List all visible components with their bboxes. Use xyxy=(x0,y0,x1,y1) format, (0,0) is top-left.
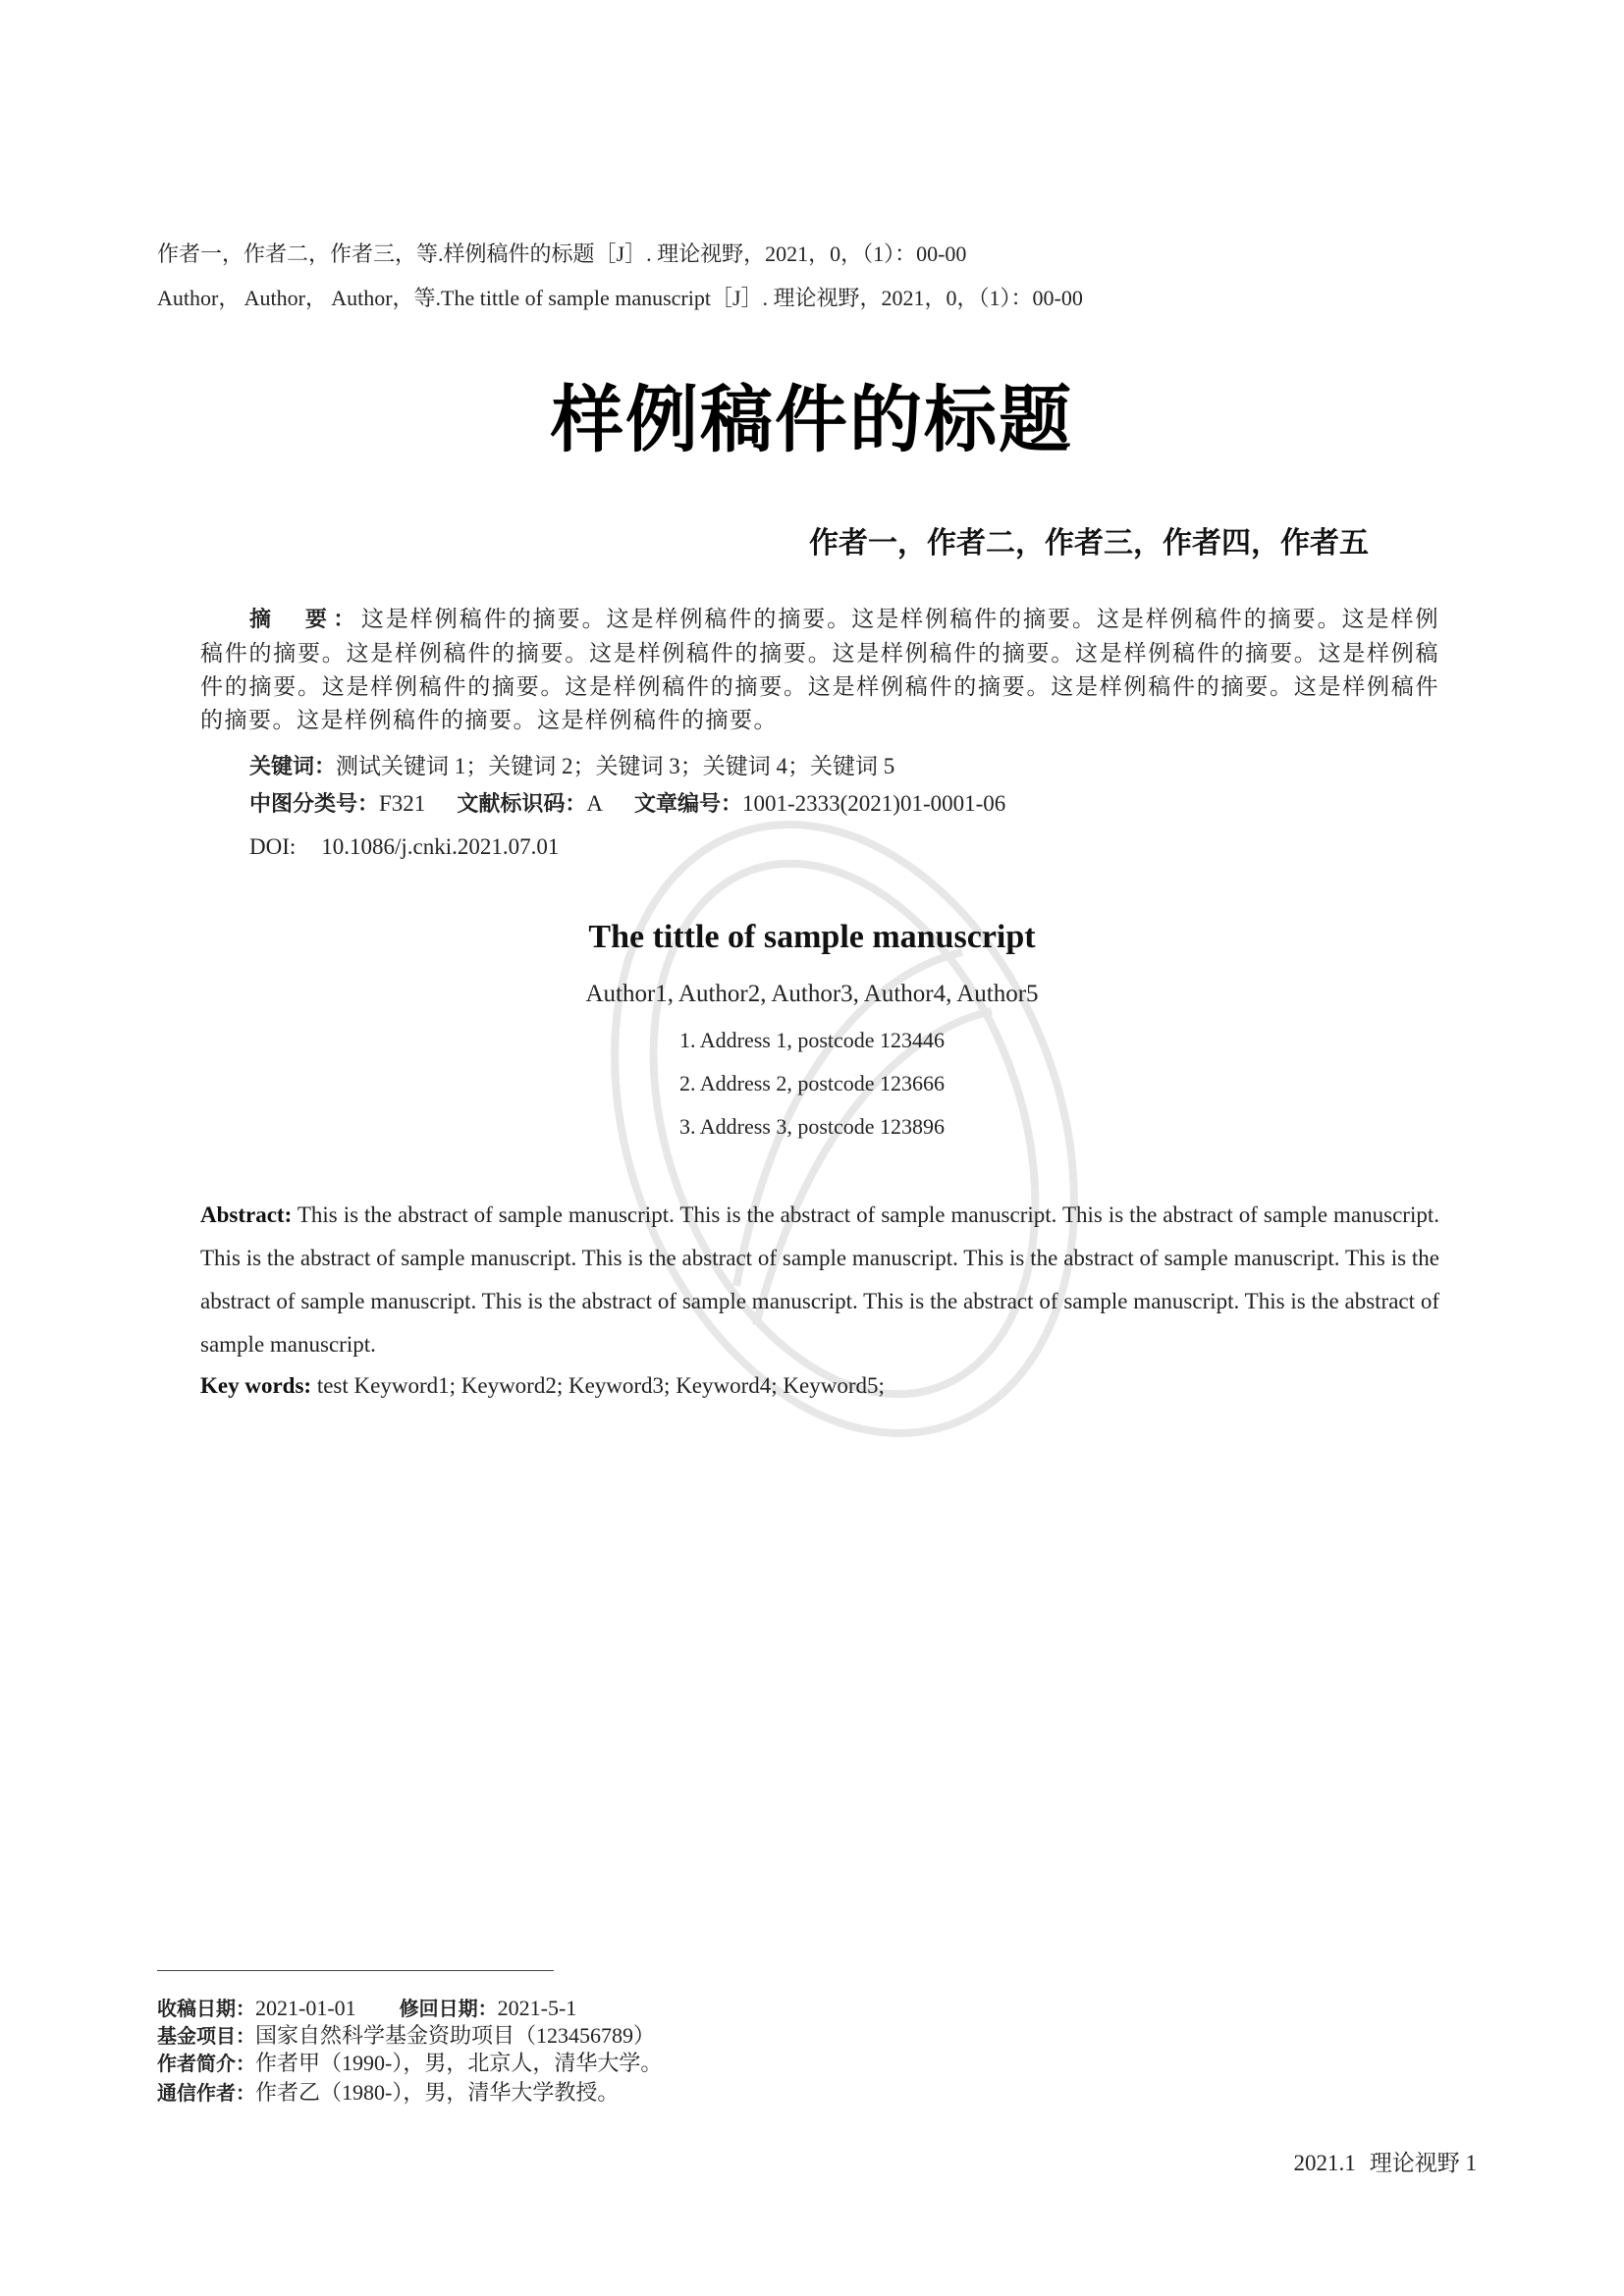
clc-label: 中图分类号： xyxy=(249,792,380,817)
keywords-cn-text: 测试关键词 1；关键词 2；关键词 3；关键词 4；关键词 5 xyxy=(336,754,895,778)
revised-value: 2021-5-1 xyxy=(497,1996,577,2020)
revised-label: 修回日期： xyxy=(399,1997,498,2020)
keywords-en-label: Key words: xyxy=(200,1373,312,1398)
keywords-en xyxy=(200,1368,885,1404)
abstract-cn-text: 这是样例稿件的摘要。这是样例稿件的摘要。这是样例稿件的摘要。这是样例稿件的摘要。这是样例稿件的摘要。这是样例稿件的摘要。这是样例稿件的摘要。这是样例稿件的摘要。这是样例稿件的摘要。这是样例稿件的摘要。这是样例稿件的摘要。这是样例稿件的摘要。这是样例稿件的摘要。这是样例稿件的摘要。这是样例稿件的摘要。这是样例稿件的摘要。这是样例稿件的摘要。 xyxy=(200,607,1439,732)
fund-value: 国家自然科学基金资助项目（123456789） xyxy=(255,2023,656,2048)
keywords-en-text: test Keyword1; Keyword2; Keyword3; Keyword4; Keyword5; xyxy=(311,1373,885,1398)
doi-value[interactable]: 10.1086/j.cnki.2021.07.01 xyxy=(321,834,560,859)
footnote-corresponding xyxy=(157,2077,619,2109)
abstract-en-label: Abstract: xyxy=(200,1202,293,1227)
clc-value: F321 xyxy=(379,791,426,816)
received-value: 2021-01-01 xyxy=(255,1996,356,2020)
footer-journal-page: 理论视野 1 xyxy=(1369,2151,1477,2175)
bio-value: 作者甲（1990-），男，北京人，清华大学。 xyxy=(255,2051,663,2075)
page-title: 样例稿件的标题 xyxy=(551,378,1073,462)
citation-cn: 作者一，作者二，作者三，等.样例稿件的标题［J］. 理论视野，2021，0，（1）：00-00 xyxy=(157,241,967,266)
citation-en: Author， Author， Author，等.The tittle of sample manuscript［J］. 理论视野，2021，0，（1）：00-00 xyxy=(157,286,1083,310)
address-item: 1. Address 1, postcode 123446 xyxy=(678,1028,946,1052)
page-footer xyxy=(1294,2148,1478,2179)
received-label: 收稿日期： xyxy=(157,1997,255,2020)
doi-line xyxy=(249,830,559,864)
abstract-en xyxy=(200,1194,1439,1366)
corresponding-value: 作者乙（1980-），男，清华大学教授。 xyxy=(255,2080,620,2105)
footer-issue: 2021.1 xyxy=(1293,2151,1356,2175)
fund-label: 基金项目： xyxy=(157,2024,255,2048)
corresponding-label: 通信作者： xyxy=(157,2081,255,2105)
bio-label: 作者简介： xyxy=(157,2052,255,2075)
abstract-en-text: This is the abstract of sample manuscript. This is the abstract of sample manuscript. This is the abstract of sample manuscript. This is the abstract of sample manuscript. This is the abstract of sample manuscript. This is the abstract of sample manuscript. This is the abstract of sample manuscript. This is the abstract of sample manuscript. This is the abstract of sample manuscript. This is the abstract of sample manuscript. xyxy=(200,1202,1439,1357)
abstract-cn-label: 摘 要： xyxy=(249,608,361,632)
address-item: 2. Address 2, postcode 123666 xyxy=(678,1071,946,1095)
footnote-divider xyxy=(157,1970,554,1971)
doc-code-label: 文献标识码： xyxy=(457,792,587,817)
article-no-value: 1001-2333(2021)01-0001-06 xyxy=(741,791,1006,816)
doc-code-value: A xyxy=(586,791,603,816)
title-en: The tittle of sample manuscript xyxy=(588,919,1036,955)
footnote-bio xyxy=(157,2048,662,2079)
doi-label: DOI: xyxy=(249,834,297,859)
authors-cn: 作者一，作者二，作者三，作者四，作者五 xyxy=(809,526,1369,561)
keywords-cn-label: 关键词： xyxy=(249,755,337,779)
abstract-cn xyxy=(200,603,1439,737)
article-no-label: 文章编号： xyxy=(633,792,742,817)
address-item: 3. Address 3, postcode 123896 xyxy=(678,1114,946,1139)
authors-en: Author1, Author2, Author3, Author4, Author5 xyxy=(585,981,1039,1007)
